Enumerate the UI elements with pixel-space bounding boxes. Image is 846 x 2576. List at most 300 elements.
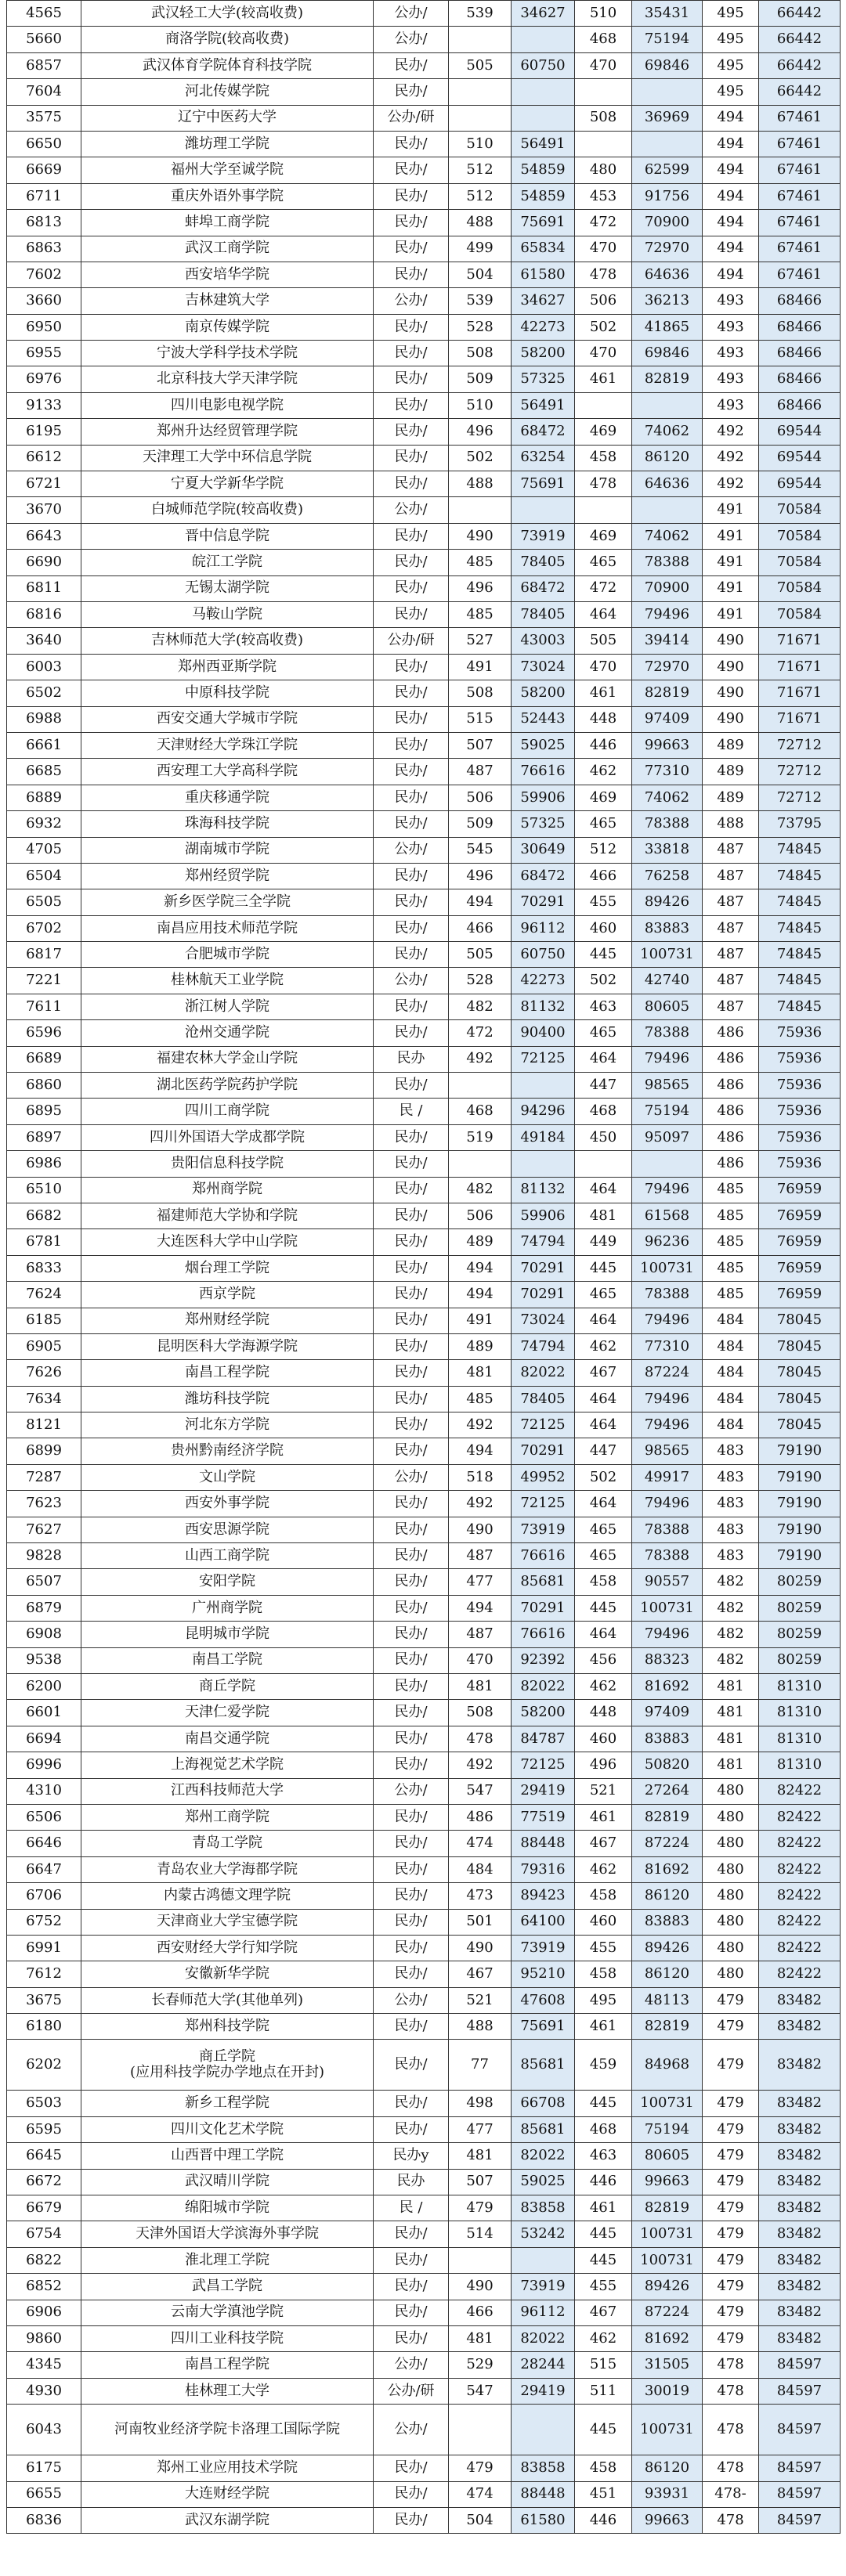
- score-year1-cell: 490: [449, 2274, 512, 2300]
- school-code-cell: 6175: [7, 2455, 81, 2481]
- table-row: [7, 1491, 841, 1517]
- school-code-cell: 6672: [7, 2169, 81, 2195]
- school-name-cell: 武汉工商学院: [81, 236, 374, 262]
- school-code-cell: 8121: [7, 1412, 81, 1438]
- score-year2-cell: 448: [575, 706, 632, 732]
- table-row: [7, 1647, 841, 1673]
- score-year2-cell: 508: [575, 105, 632, 131]
- score-year1-cell: 514: [449, 2221, 512, 2247]
- table-row: [7, 1987, 841, 2013]
- rank-year1-cell: 54859: [512, 157, 575, 183]
- school-type-cell: 民办/: [374, 1282, 449, 1308]
- table-row: [7, 497, 841, 523]
- score-year2-cell: 468: [575, 27, 632, 52]
- rank-year3-cell: 82422: [759, 1935, 841, 1961]
- score-year1-cell: 492: [449, 1752, 512, 1778]
- score-year2-cell: 447: [575, 1073, 632, 1099]
- table-row: [7, 994, 841, 1019]
- rank-year2-cell: 86120: [632, 445, 703, 471]
- rank-year1-cell: 83858: [512, 2455, 575, 2481]
- rank-year3-cell: 69544: [759, 445, 841, 471]
- rank-year3-cell: 71671: [759, 706, 841, 732]
- rank-year3-cell: 76959: [759, 1203, 841, 1228]
- rank-year1-cell: 59025: [512, 732, 575, 758]
- rank-year2-cell: 89426: [632, 2274, 703, 2300]
- rank-year3-cell: 66442: [759, 79, 841, 105]
- table-row: [7, 863, 841, 889]
- score-year3-cell: 494: [703, 157, 759, 183]
- school-name-cell: 商丘学院 (应用科技学院办学地点在开封): [81, 2040, 374, 2091]
- school-type-cell: 公办/研: [374, 2378, 449, 2404]
- score-year3-cell: 482: [703, 1569, 759, 1595]
- rank-year3-cell: 84597: [759, 2507, 841, 2533]
- table-row: [7, 52, 841, 78]
- school-code-cell: 6043: [7, 2405, 81, 2455]
- school-name-cell: 北京科技大学天津学院: [81, 366, 374, 392]
- score-year1-cell: 527: [449, 628, 512, 654]
- school-type-cell: 民办: [374, 2169, 449, 2195]
- table-row: [7, 2507, 841, 2533]
- score-year2-cell: 511: [575, 2378, 632, 2404]
- school-code-cell: 7626: [7, 1360, 81, 1386]
- rank-year1-cell: 61580: [512, 262, 575, 287]
- table-row: [7, 1543, 841, 1569]
- school-type-cell: 公办/: [374, 1987, 449, 2013]
- score-year2-cell: [575, 392, 632, 418]
- school-name-cell: 河南牧业经济学院卡洛理工国际学院: [81, 2405, 374, 2455]
- school-code-cell: 6860: [7, 1073, 81, 1099]
- score-year2-cell: 472: [575, 575, 632, 601]
- school-code-cell: 6679: [7, 2195, 81, 2221]
- score-year3-cell: 480: [703, 1831, 759, 1856]
- rank-year2-cell: 83883: [632, 915, 703, 941]
- score-year3-cell: 480: [703, 1935, 759, 1961]
- rank-year1-cell: 73919: [512, 1517, 575, 1542]
- school-code-cell: 6836: [7, 2507, 81, 2533]
- score-year1-cell: 515: [449, 706, 512, 732]
- score-year3-cell: 486: [703, 1073, 759, 1099]
- rank-year2-cell: 75194: [632, 2116, 703, 2142]
- rank-year1-cell: 89423: [512, 1883, 575, 1909]
- score-year2-cell: 469: [575, 523, 632, 549]
- score-year2-cell: 458: [575, 2455, 632, 2481]
- rank-year3-cell: 82422: [759, 1961, 841, 1987]
- score-year3-cell: 493: [703, 288, 759, 314]
- score-year1-cell: 490: [449, 523, 512, 549]
- school-name-cell: 河北东方学院: [81, 1412, 374, 1438]
- rank-year1-cell: 29419: [512, 1778, 575, 1804]
- school-code-cell: 7623: [7, 1491, 81, 1517]
- score-year1-cell: 481: [449, 2325, 512, 2351]
- score-year3-cell: 480: [703, 1778, 759, 1804]
- table-row: [7, 1412, 841, 1438]
- rank-year3-cell: 83482: [759, 2091, 841, 2116]
- rank-year2-cell: 78388: [632, 1020, 703, 1046]
- rank-year3-cell: 71671: [759, 654, 841, 680]
- school-name-cell: 湖北医药学院药护学院: [81, 1073, 374, 1099]
- school-type-cell: 民办/: [374, 341, 449, 366]
- rank-year1-cell: 90400: [512, 1020, 575, 1046]
- school-name-cell: 南昌交通学院: [81, 1726, 374, 1752]
- table-row: [7, 314, 841, 340]
- school-type-cell: 民办/: [374, 1124, 449, 1150]
- score-year1-cell: 482: [449, 994, 512, 1019]
- rank-year3-cell: 83482: [759, 2169, 841, 2195]
- rank-year1-cell: 60750: [512, 52, 575, 78]
- score-year3-cell: 482: [703, 1622, 759, 1647]
- score-year3-cell: 487: [703, 968, 759, 994]
- score-year3-cell: 480: [703, 1804, 759, 1830]
- score-year3-cell: 489: [703, 785, 759, 810]
- school-name-cell: 大连医科大学中山学院: [81, 1229, 374, 1255]
- school-name-cell: 吉林建筑大学: [81, 288, 374, 314]
- rank-year2-cell: [632, 497, 703, 523]
- rank-year3-cell: 83482: [759, 2116, 841, 2142]
- school-name-cell: 蚌埠工商学院: [81, 210, 374, 236]
- rank-year3-cell: 66442: [759, 1, 841, 27]
- rank-year3-cell: 84597: [759, 2405, 841, 2455]
- rank-year1-cell: 43003: [512, 628, 575, 654]
- table-row: [7, 2300, 841, 2325]
- score-year2-cell: 510: [575, 1, 632, 27]
- rank-year3-cell: 84597: [759, 2455, 841, 2481]
- score-year3-cell: 495: [703, 52, 759, 78]
- rank-year3-cell: 66442: [759, 27, 841, 52]
- rank-year3-cell: 76959: [759, 1177, 841, 1203]
- school-code-cell: 6721: [7, 471, 81, 497]
- table-row: [7, 1856, 841, 1882]
- score-year1-cell: 539: [449, 1, 512, 27]
- table-row: [7, 1883, 841, 1909]
- rank-year1-cell: [512, 1151, 575, 1177]
- score-year1-cell: 470: [449, 1647, 512, 1673]
- score-year2-cell: 470: [575, 654, 632, 680]
- score-year2-cell: 461: [575, 2014, 632, 2040]
- admission-score-table-container: [6, 0, 840, 2534]
- score-year3-cell: 486: [703, 1099, 759, 1124]
- table-row: [7, 1073, 841, 1099]
- school-name-cell: 潍坊科技学院: [81, 1386, 374, 1412]
- score-year2-cell: 464: [575, 601, 632, 627]
- rank-year2-cell: 61568: [632, 1203, 703, 1228]
- school-code-cell: 6811: [7, 575, 81, 601]
- school-name-cell: 四川工商学院: [81, 1099, 374, 1124]
- school-name-cell: 西安外事学院: [81, 1491, 374, 1517]
- rank-year1-cell: 60750: [512, 942, 575, 968]
- score-year1-cell: 508: [449, 680, 512, 706]
- rank-year3-cell: 74845: [759, 968, 841, 994]
- score-year3-cell: 495: [703, 1, 759, 27]
- school-name-cell: 潍坊理工学院: [81, 131, 374, 157]
- school-name-cell: 重庆移通学院: [81, 785, 374, 810]
- school-name-cell: 西安财经大学行知学院: [81, 1935, 374, 1961]
- rank-year1-cell: 30649: [512, 837, 575, 863]
- school-name-cell: 沧州交通学院: [81, 1020, 374, 1046]
- school-type-cell: 民办/: [374, 2221, 449, 2247]
- rank-year1-cell: [512, 1073, 575, 1099]
- rank-year1-cell: 58200: [512, 341, 575, 366]
- rank-year3-cell: 75936: [759, 1124, 841, 1150]
- rank-year1-cell: [512, 79, 575, 105]
- score-year2-cell: 449: [575, 1229, 632, 1255]
- rank-year2-cell: 90557: [632, 1569, 703, 1595]
- score-year1-cell: [449, 497, 512, 523]
- school-code-cell: 6857: [7, 52, 81, 78]
- rank-year1-cell: 95210: [512, 1961, 575, 1987]
- rank-year3-cell: 74845: [759, 863, 841, 889]
- rank-year2-cell: 33818: [632, 837, 703, 863]
- score-year2-cell: 445: [575, 1595, 632, 1621]
- school-type-cell: 民办/: [374, 1308, 449, 1333]
- school-type-cell: 民办/: [374, 863, 449, 889]
- rank-year1-cell: 58200: [512, 1700, 575, 1726]
- rank-year3-cell: 75936: [759, 1151, 841, 1177]
- score-year3-cell: 491: [703, 523, 759, 549]
- rank-year1-cell: 59906: [512, 1203, 575, 1228]
- rank-year3-cell: 75936: [759, 1073, 841, 1099]
- score-year1-cell: 502: [449, 445, 512, 471]
- school-type-cell: 民办/: [374, 471, 449, 497]
- rank-year1-cell: 81132: [512, 1177, 575, 1203]
- score-year1-cell: 492: [449, 1491, 512, 1517]
- school-name-cell: 南昌工程学院: [81, 1360, 374, 1386]
- rank-year3-cell: 82422: [759, 1778, 841, 1804]
- school-name-cell: 武昌工学院: [81, 2274, 374, 2300]
- table-row: [7, 27, 841, 52]
- rank-year3-cell: 81310: [759, 1674, 841, 1700]
- school-type-cell: 民办/: [374, 236, 449, 262]
- score-year1-cell: 494: [449, 1282, 512, 1308]
- rank-year3-cell: 70584: [759, 575, 841, 601]
- school-name-cell: 长春师范大学(其他单列): [81, 1987, 374, 2013]
- school-code-cell: 6601: [7, 1700, 81, 1726]
- school-code-cell: 6195: [7, 419, 81, 445]
- school-name-cell: 西京学院: [81, 1282, 374, 1308]
- score-year1-cell: 466: [449, 915, 512, 941]
- school-code-cell: 6996: [7, 1752, 81, 1778]
- school-code-cell: 6932: [7, 811, 81, 837]
- school-code-cell: 7627: [7, 1517, 81, 1542]
- table-row: [7, 1909, 841, 1935]
- score-year3-cell: 491: [703, 575, 759, 601]
- school-type-cell: 公办/: [374, 1778, 449, 1804]
- rank-year1-cell: 57325: [512, 366, 575, 392]
- score-year1-cell: 488: [449, 2014, 512, 2040]
- table-row: [7, 79, 841, 105]
- rank-year2-cell: 48113: [632, 1987, 703, 2013]
- rank-year2-cell: [632, 1151, 703, 1177]
- rank-year3-cell: 68466: [759, 288, 841, 314]
- school-code-cell: 6908: [7, 1622, 81, 1647]
- score-year3-cell: 479: [703, 1987, 759, 2013]
- rank-year2-cell: 35431: [632, 1, 703, 27]
- table-row: [7, 811, 841, 837]
- rank-year1-cell: 59906: [512, 785, 575, 810]
- school-code-cell: 6596: [7, 1020, 81, 1046]
- rank-year3-cell: 76959: [759, 1229, 841, 1255]
- table-row: [7, 288, 841, 314]
- school-code-cell: 7602: [7, 262, 81, 287]
- school-type-cell: 民办/: [374, 1333, 449, 1359]
- school-type-cell: 民办/: [374, 654, 449, 680]
- score-year1-cell: 528: [449, 968, 512, 994]
- score-year3-cell: 484: [703, 1412, 759, 1438]
- rank-year3-cell: 79190: [759, 1543, 841, 1569]
- school-name-cell: 商丘学院: [81, 1674, 374, 1700]
- school-type-cell: 民办/: [374, 183, 449, 209]
- school-code-cell: 4565: [7, 1, 81, 27]
- table-row: [7, 1569, 841, 1595]
- school-type-cell: 民办/: [374, 131, 449, 157]
- table-row: [7, 523, 841, 549]
- school-type-cell: 民办/: [374, 445, 449, 471]
- table-row: [7, 785, 841, 810]
- school-name-cell: 西安培华学院: [81, 262, 374, 287]
- score-year2-cell: 460: [575, 1909, 632, 1935]
- rank-year1-cell: 47608: [512, 1987, 575, 2013]
- score-year3-cell: 484: [703, 1333, 759, 1359]
- table-row: [7, 1726, 841, 1752]
- score-year1-cell: 485: [449, 601, 512, 627]
- school-code-cell: 6950: [7, 314, 81, 340]
- score-year1-cell: 508: [449, 341, 512, 366]
- score-year1-cell: 474: [449, 2481, 512, 2507]
- school-type-cell: 民办/: [374, 1229, 449, 1255]
- rank-year2-cell: 100731: [632, 1595, 703, 1621]
- score-year2-cell: 462: [575, 1333, 632, 1359]
- school-type-cell: 民办/: [374, 2116, 449, 2142]
- school-type-cell: 民办/: [374, 759, 449, 785]
- school-code-cell: 6643: [7, 523, 81, 549]
- score-year3-cell: 485: [703, 1255, 759, 1281]
- rank-year2-cell: 81692: [632, 2325, 703, 2351]
- table-row: [7, 1177, 841, 1203]
- school-code-cell: 6991: [7, 1935, 81, 1961]
- rank-year2-cell: 77310: [632, 759, 703, 785]
- school-type-cell: 民办/: [374, 392, 449, 418]
- school-code-cell: 3660: [7, 288, 81, 314]
- score-year2-cell: 481: [575, 1203, 632, 1228]
- rank-year1-cell: 78405: [512, 601, 575, 627]
- score-year3-cell: 478: [703, 2352, 759, 2378]
- rank-year2-cell: 87224: [632, 1360, 703, 1386]
- rank-year2-cell: 69846: [632, 52, 703, 78]
- score-year3-cell: 487: [703, 837, 759, 863]
- score-year1-cell: 496: [449, 419, 512, 445]
- table-row: [7, 131, 841, 157]
- school-code-cell: 6504: [7, 863, 81, 889]
- score-year3-cell: 490: [703, 680, 759, 706]
- score-year2-cell: 460: [575, 915, 632, 941]
- score-year1-cell: 481: [449, 1674, 512, 1700]
- score-year1-cell: 487: [449, 1622, 512, 1647]
- score-year2-cell: 465: [575, 1020, 632, 1046]
- school-code-cell: 6706: [7, 1883, 81, 1909]
- rank-year2-cell: 69846: [632, 341, 703, 366]
- rank-year3-cell: 67461: [759, 105, 841, 131]
- school-code-cell: 6833: [7, 1255, 81, 1281]
- school-name-cell: 南昌应用技术师范学院: [81, 915, 374, 941]
- rank-year1-cell: 73024: [512, 654, 575, 680]
- rank-year2-cell: 78388: [632, 550, 703, 575]
- score-year2-cell: 445: [575, 2247, 632, 2273]
- rank-year3-cell: 83482: [759, 2195, 841, 2221]
- school-name-cell: 湖南城市学院: [81, 837, 374, 863]
- score-year1-cell: 509: [449, 811, 512, 837]
- rank-year2-cell: 77310: [632, 1333, 703, 1359]
- school-type-cell: 民办/: [374, 314, 449, 340]
- school-type-cell: 民办/: [374, 210, 449, 236]
- score-year1-cell: 528: [449, 314, 512, 340]
- rank-year3-cell: 82422: [759, 1909, 841, 1935]
- school-type-cell: 民办/: [374, 52, 449, 78]
- rank-year1-cell: 72125: [512, 1491, 575, 1517]
- score-year1-cell: 518: [449, 1464, 512, 1490]
- rank-year3-cell: 78045: [759, 1333, 841, 1359]
- school-name-cell: 河北传媒学院: [81, 79, 374, 105]
- rank-year3-cell: 78045: [759, 1360, 841, 1386]
- score-year1-cell: 539: [449, 288, 512, 314]
- school-name-cell: 云南大学滇池学院: [81, 2300, 374, 2325]
- score-year1-cell: 479: [449, 2195, 512, 2221]
- score-year3-cell: 481: [703, 1752, 759, 1778]
- score-year2-cell: 464: [575, 1308, 632, 1333]
- rank-year1-cell: 54859: [512, 183, 575, 209]
- school-code-cell: 9133: [7, 392, 81, 418]
- score-year2-cell: 463: [575, 994, 632, 1019]
- rank-year2-cell: 95097: [632, 1124, 703, 1150]
- school-code-cell: 6752: [7, 1909, 81, 1935]
- school-type-cell: 民办/: [374, 2040, 449, 2091]
- school-type-cell: 民办/: [374, 994, 449, 1019]
- rank-year3-cell: 67461: [759, 262, 841, 287]
- rank-year1-cell: [512, 27, 575, 52]
- school-type-cell: 公办/: [374, 2405, 449, 2455]
- school-code-cell: 9860: [7, 2325, 81, 2351]
- score-year1-cell: 467: [449, 1961, 512, 1987]
- school-code-cell: 6647: [7, 1856, 81, 1882]
- score-year2-cell: 458: [575, 1569, 632, 1595]
- rank-year2-cell: 76258: [632, 863, 703, 889]
- score-year3-cell: 492: [703, 445, 759, 471]
- score-year3-cell: 487: [703, 915, 759, 941]
- rank-year2-cell: 78388: [632, 1282, 703, 1308]
- rank-year3-cell: 72712: [759, 732, 841, 758]
- school-type-cell: 民办/: [374, 1595, 449, 1621]
- rank-year2-cell: 81692: [632, 1856, 703, 1882]
- score-year3-cell: 483: [703, 1517, 759, 1542]
- rank-year3-cell: 74845: [759, 837, 841, 863]
- score-year3-cell: 493: [703, 341, 759, 366]
- school-name-cell: 绵阳城市学院: [81, 2195, 374, 2221]
- rank-year1-cell: 82022: [512, 2143, 575, 2169]
- rank-year1-cell: 75691: [512, 210, 575, 236]
- score-year2-cell: 467: [575, 2300, 632, 2325]
- rank-year2-cell: 36213: [632, 288, 703, 314]
- rank-year3-cell: 75936: [759, 1099, 841, 1124]
- table-row: [7, 1622, 841, 1647]
- rank-year3-cell: 67461: [759, 131, 841, 157]
- school-name-cell: 武汉晴川学院: [81, 2169, 374, 2195]
- rank-year2-cell: 64636: [632, 262, 703, 287]
- rank-year2-cell: 79496: [632, 1046, 703, 1072]
- rank-year1-cell: 82022: [512, 1674, 575, 1700]
- school-type-cell: 民办/: [374, 1883, 449, 1909]
- rank-year2-cell: 93931: [632, 2481, 703, 2507]
- rank-year1-cell: 52443: [512, 706, 575, 732]
- score-year2-cell: 445: [575, 2091, 632, 2116]
- score-year3-cell: 479: [703, 2274, 759, 2300]
